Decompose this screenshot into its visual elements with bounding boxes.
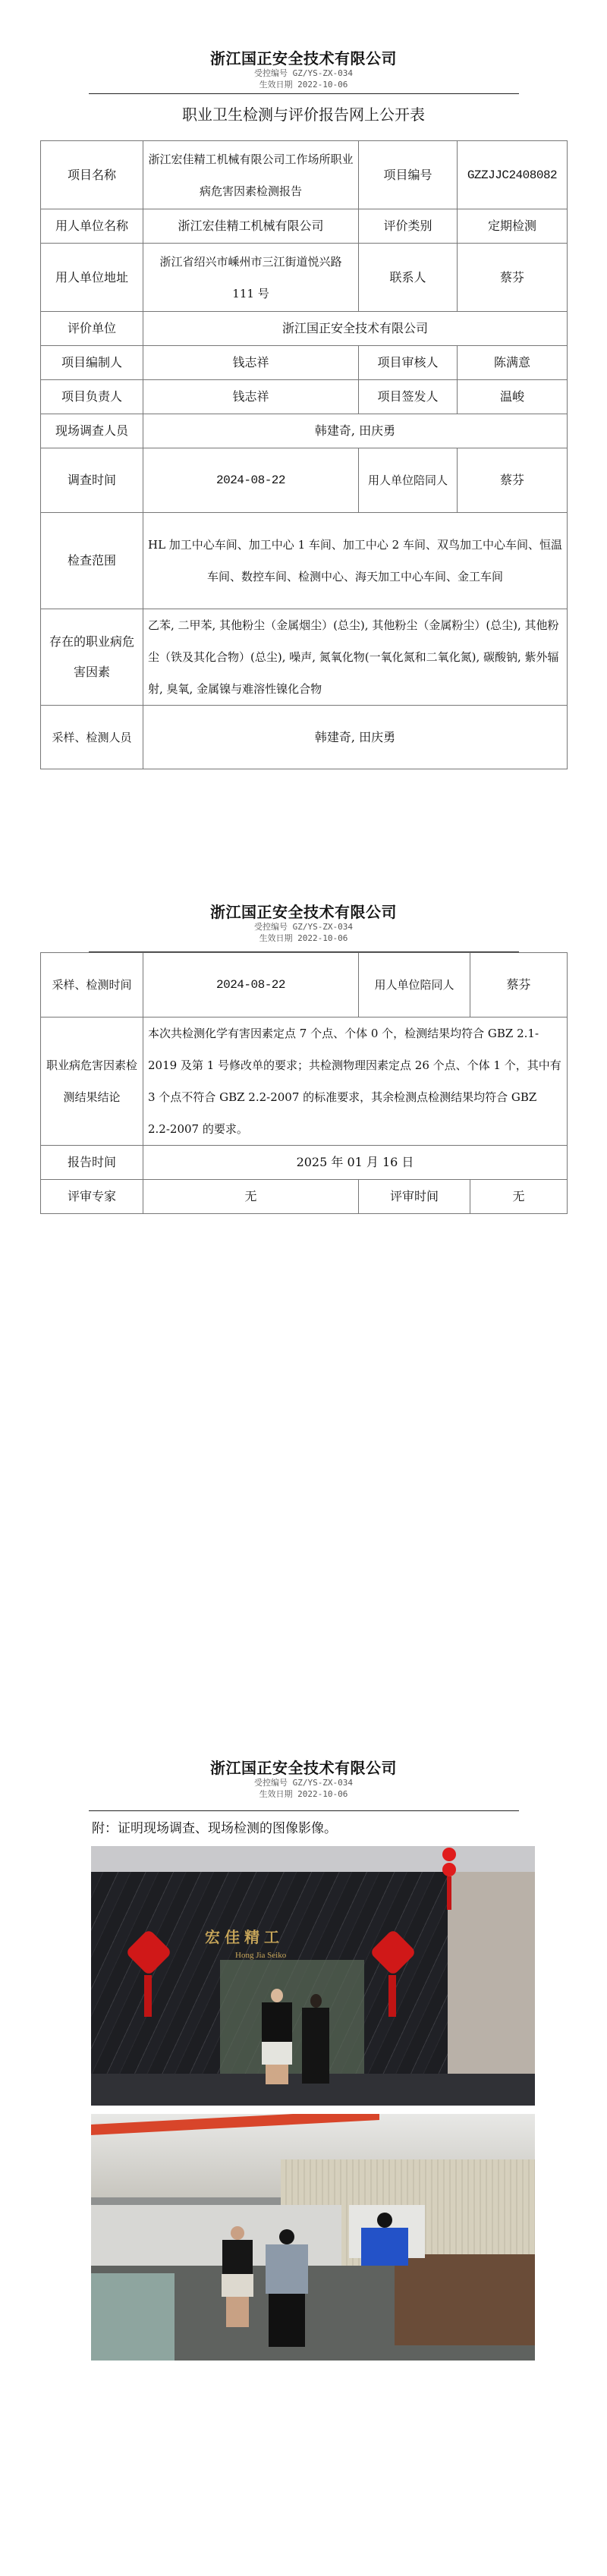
table-row	[41, 448, 568, 513]
table-row	[41, 312, 568, 346]
scope-label: 检查范围	[41, 513, 143, 609]
page2-header	[0, 903, 607, 944]
table-row	[41, 609, 568, 706]
issuer-value: 温峻	[458, 380, 568, 414]
hazards-label: 存在的职业病危害因素	[41, 609, 143, 706]
survey-time-value: 2024-08-22	[143, 448, 359, 513]
effective-date: 生效日期 2022-10-06	[259, 933, 348, 943]
table-row	[41, 414, 568, 448]
project-no-label: 项目编号	[359, 141, 458, 209]
escort-label: 用人单位陪同人	[359, 953, 470, 1018]
person-figure	[220, 2226, 254, 2340]
company-name: 浙江国正安全技术有限公司	[210, 903, 397, 921]
table-row	[41, 141, 568, 209]
samplers-value: 韩建奇, 田庆勇	[143, 706, 568, 769]
contact-value: 蔡芬	[458, 244, 568, 312]
table-row	[41, 706, 568, 769]
company-name: 浙江国正安全技术有限公司	[210, 1759, 397, 1777]
table-row	[41, 1146, 568, 1180]
control-number: 受控编号 GZ/YS-ZX-034	[253, 1778, 354, 1788]
project-name-value: 浙江宏佳精工机械有限公司工作场所职业病危害因素检测报告	[143, 141, 359, 209]
reviewer-value: 陈满意	[458, 346, 568, 380]
person-figure	[300, 1994, 331, 2087]
eval-unit-label: 评价单位	[41, 312, 143, 346]
workbench	[395, 2254, 535, 2345]
eval-unit-value: 浙江国正安全技术有限公司	[143, 312, 568, 346]
project-no-value: GZZJJC2408082	[458, 141, 568, 209]
report-time-value: 2025 年 01 月 16 日	[143, 1146, 568, 1180]
surveyors-label: 现场调查人员	[41, 414, 143, 448]
eval-type-label: 评价类别	[359, 209, 458, 244]
leader-value: 钱志祥	[143, 380, 359, 414]
site-photo-workshop	[91, 2114, 535, 2361]
review-time-value: 无	[470, 1180, 568, 1214]
table-row	[41, 346, 568, 380]
compiler-value: 钱志祥	[143, 346, 359, 380]
table-row	[41, 513, 568, 609]
table-row	[41, 1018, 568, 1146]
escort-label: 用人单位陪同人	[359, 448, 458, 513]
person-figure	[358, 2213, 411, 2266]
hazards-value: 乙苯, 二甲苯, 其他粉尘（金属烟尘）(总尘), 其他粉尘（金属粉尘）(总尘), 其他粉尘（铁及其化合物）(总尘), 噪声, 氮氧化物(一氧化氮和二氧化氮), 碳酸钠, 紫外辐射, 臭氧, 金属镍与难溶性镍化合物	[143, 609, 568, 706]
table-row	[41, 380, 568, 414]
annex-caption: 附：证明现场调查、现场检测的图像影像。	[92, 1821, 337, 1836]
disclosure-table-page2	[40, 952, 568, 1214]
disclosure-table-page1	[40, 140, 568, 769]
effective-date: 生效日期 2022-10-06	[259, 80, 348, 90]
employer-address-value: 浙江省绍兴市嵊州市三江街道悦兴路 111 号	[143, 244, 359, 312]
compiler-label: 项目编制人	[41, 346, 143, 380]
survey-time-label: 调查时间	[41, 448, 143, 513]
effective-date: 生效日期 2022-10-06	[259, 1789, 348, 1799]
header-divider	[89, 93, 519, 94]
person-figure	[264, 2229, 310, 2351]
employer-name-value: 浙江宏佳精工机械有限公司	[143, 209, 359, 244]
experts-value: 无	[143, 1180, 359, 1214]
control-number: 受控编号 GZ/YS-ZX-034	[253, 922, 354, 932]
issuer-label: 项目签发人	[359, 380, 458, 414]
experts-label: 评审专家	[41, 1180, 143, 1214]
employer-address-label: 用人单位地址	[41, 244, 143, 312]
table-row	[41, 244, 568, 312]
report-time-label: 报告时间	[41, 1146, 143, 1180]
header-divider	[89, 1810, 519, 1811]
review-time-label: 评审时间	[359, 1180, 470, 1214]
escort-value: 蔡芬	[458, 448, 568, 513]
leader-label: 项目负责人	[41, 380, 143, 414]
table-row	[41, 953, 568, 1018]
lantern-decoration	[442, 1848, 456, 1861]
control-number: 受控编号 GZ/YS-ZX-034	[253, 68, 354, 78]
company-name: 浙江国正安全技术有限公司	[210, 49, 397, 68]
conclusion-label: 职业病危害因素检测结果结论	[41, 1018, 143, 1146]
surveyors-value: 韩建奇, 田庆勇	[143, 414, 568, 448]
page3-header	[0, 1759, 607, 1800]
company-sign-en: Hong Jia Seiko	[235, 1951, 287, 1960]
table-row	[41, 1180, 568, 1214]
page-title: 职业卫生检测与评价报告网上公开表	[182, 105, 425, 124]
employer-name-label: 用人单位名称	[41, 209, 143, 244]
conclusion-value: 本次共检测化学有害因素定点 7 个点、个体 0 个，检测结果均符合 GBZ 2.1-2019 及第 1 号修改单的要求；共检测物理因素定点 26 个点、个体 1 个，其中有 3 个点不符合 GBZ 2.2-2007 的标准要求，其余检测点检测结果均符合 GBZ 2.2-2007 的要求。	[143, 1018, 568, 1146]
samplers-label: 采样、检测人员	[41, 706, 143, 769]
company-sign: 宏佳精工	[205, 1928, 284, 1946]
sample-time-label: 采样、检测时间	[41, 953, 143, 1018]
site-photo-entrance	[91, 1846, 535, 2106]
escort-value: 蔡芬	[470, 953, 568, 1018]
person-figure	[259, 1989, 294, 2087]
contact-label: 联系人	[359, 244, 458, 312]
sample-time-value: 2024-08-22	[143, 953, 359, 1018]
eval-type-value: 定期检测	[458, 209, 568, 244]
reviewer-label: 项目审核人	[359, 346, 458, 380]
table-row	[41, 209, 568, 244]
scope-value: HL 加工中心车间、加工中心 1 车间、加工中心 2 车间、双鸟加工中心车间、恒温车间、数控车间、检测中心、海天加工中心车间、金工车间	[143, 513, 568, 609]
page1-header	[0, 49, 607, 90]
project-name-label: 项目名称	[41, 141, 143, 209]
